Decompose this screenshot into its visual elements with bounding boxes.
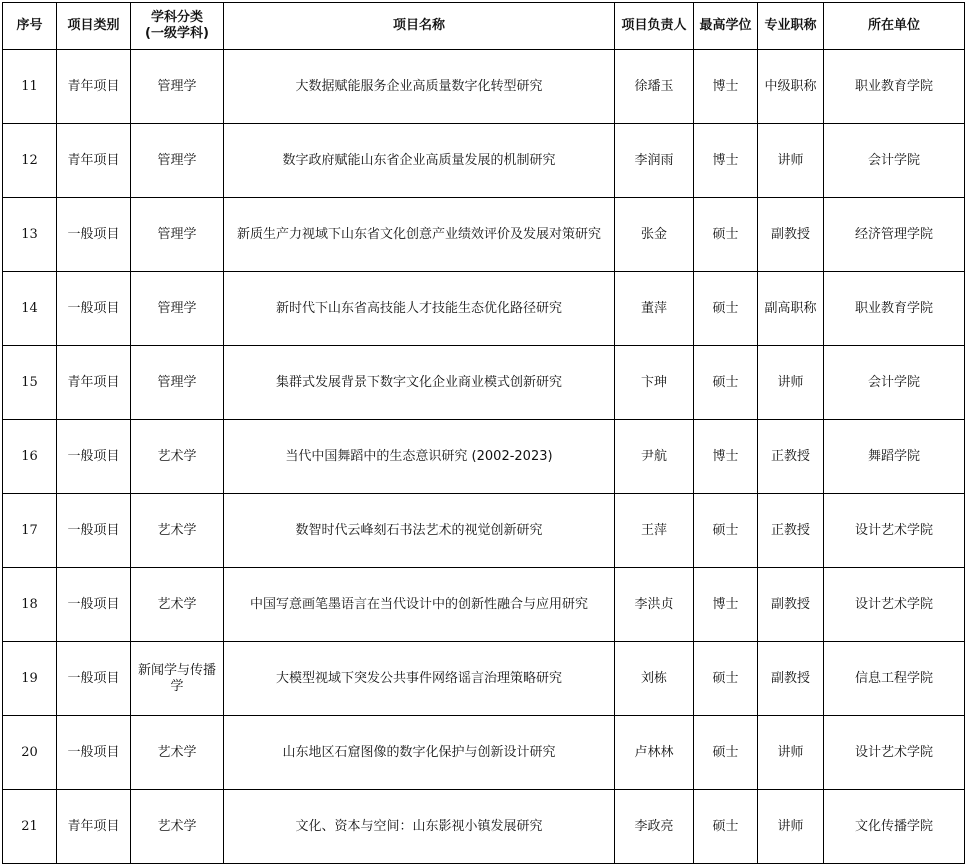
cell-title: 新时代下山东省高技能人才技能生态优化路径研究: [224, 272, 615, 346]
cell-rank: 中级职称: [758, 50, 824, 124]
cell-category: 一般项目: [57, 272, 131, 346]
cell-unit: 会计学院: [824, 346, 965, 420]
cell-category: 青年项目: [57, 124, 131, 198]
cell-title: 数字政府赋能山东省企业高质量发展的机制研究: [224, 124, 615, 198]
cell-category: 青年项目: [57, 346, 131, 420]
cell-leader: 徐璠玉: [615, 50, 694, 124]
table-row: [3, 716, 965, 790]
cell-rank: 正教授: [758, 494, 824, 568]
cell-discipline: 艺术学: [131, 568, 224, 642]
header-unit: 所在单位: [824, 3, 965, 50]
cell-unit: 信息工程学院: [824, 642, 965, 716]
header-discipline: [131, 3, 224, 50]
cell-discipline: 管理学: [131, 198, 224, 272]
cell-seq: 21: [3, 790, 57, 864]
cell-title: 大数据赋能服务企业高质量数字化转型研究: [224, 50, 615, 124]
table-row: [3, 790, 965, 864]
cell-degree: 硕士: [694, 198, 758, 272]
cell-discipline: 艺术学: [131, 420, 224, 494]
cell-leader: 卞珅: [615, 346, 694, 420]
cell-degree: 硕士: [694, 790, 758, 864]
cell-leader: 王萍: [615, 494, 694, 568]
cell-discipline: 管理学: [131, 272, 224, 346]
cell-degree: 博士: [694, 50, 758, 124]
cell-seq: 12: [3, 124, 57, 198]
cell-category: 一般项目: [57, 198, 131, 272]
cell-rank: 正教授: [758, 420, 824, 494]
cell-category: 青年项目: [57, 790, 131, 864]
table-row: [3, 272, 965, 346]
cell-unit: 职业教育学院: [824, 272, 965, 346]
cell-leader: 李润雨: [615, 124, 694, 198]
cell-unit: 设计艺术学院: [824, 494, 965, 568]
cell-category: 一般项目: [57, 494, 131, 568]
header-discipline-line2: (一级学科): [145, 26, 209, 41]
cell-category: 一般项目: [57, 716, 131, 790]
cell-category: 一般项目: [57, 642, 131, 716]
cell-title: 文化、资本与空间：山东影视小镇发展研究: [224, 790, 615, 864]
cell-seq: 16: [3, 420, 57, 494]
header-rank: 专业职称: [758, 3, 824, 50]
cell-discipline: 新闻学与传播学: [131, 642, 224, 716]
cell-discipline: 艺术学: [131, 790, 224, 864]
header-seq: 序号: [3, 3, 57, 50]
cell-seq: 17: [3, 494, 57, 568]
table-row: [3, 124, 965, 198]
cell-unit: 职业教育学院: [824, 50, 965, 124]
cell-unit: 文化传播学院: [824, 790, 965, 864]
cell-rank: 讲师: [758, 716, 824, 790]
cell-title: 山东地区石窟图像的数字化保护与创新设计研究: [224, 716, 615, 790]
cell-title: 大模型视域下突发公共事件网络谣言治理策略研究: [224, 642, 615, 716]
cell-degree: 硕士: [694, 494, 758, 568]
cell-leader: 李政亮: [615, 790, 694, 864]
cell-leader: 尹航: [615, 420, 694, 494]
table-body: [3, 50, 965, 864]
cell-leader: 刘栋: [615, 642, 694, 716]
cell-category: 青年项目: [57, 50, 131, 124]
cell-unit: 经济管理学院: [824, 198, 965, 272]
cell-degree: 硕士: [694, 272, 758, 346]
cell-leader: 李洪贞: [615, 568, 694, 642]
cell-unit: 设计艺术学院: [824, 716, 965, 790]
cell-seq: 19: [3, 642, 57, 716]
header-category: 项目类别: [57, 3, 131, 50]
table-row: [3, 494, 965, 568]
cell-rank: 讲师: [758, 790, 824, 864]
cell-degree: 硕士: [694, 716, 758, 790]
cell-title: 新质生产力视域下山东省文化创意产业绩效评价及发展对策研究: [224, 198, 615, 272]
cell-title: 集群式发展背景下数字文化企业商业模式创新研究: [224, 346, 615, 420]
cell-rank: 讲师: [758, 346, 824, 420]
table-row: [3, 642, 965, 716]
table-row: [3, 568, 965, 642]
cell-discipline: 管理学: [131, 50, 224, 124]
cell-leader: 董萍: [615, 272, 694, 346]
cell-seq: 14: [3, 272, 57, 346]
table-row: [3, 50, 965, 124]
cell-rank: 讲师: [758, 124, 824, 198]
table-row: [3, 420, 965, 494]
cell-discipline: 管理学: [131, 124, 224, 198]
cell-degree: 博士: [694, 124, 758, 198]
cell-rank: 副高职称: [758, 272, 824, 346]
header-leader: 项目负责人: [615, 3, 694, 50]
cell-seq: 20: [3, 716, 57, 790]
cell-title: 当代中国舞蹈中的生态意识研究 (2002-2023): [224, 420, 615, 494]
cell-leader: 卢林林: [615, 716, 694, 790]
cell-seq: 13: [3, 198, 57, 272]
cell-rank: 副教授: [758, 642, 824, 716]
cell-category: 一般项目: [57, 568, 131, 642]
cell-unit: 舞蹈学院: [824, 420, 965, 494]
cell-degree: 硕士: [694, 642, 758, 716]
header-row: [3, 3, 965, 50]
project-table: [2, 2, 965, 864]
header-degree: 最高学位: [694, 3, 758, 50]
cell-seq: 11: [3, 50, 57, 124]
cell-seq: 18: [3, 568, 57, 642]
table-row: [3, 198, 965, 272]
cell-degree: 博士: [694, 420, 758, 494]
cell-discipline: 管理学: [131, 346, 224, 420]
table-row: [3, 346, 965, 420]
cell-leader: 张金: [615, 198, 694, 272]
cell-degree: 硕士: [694, 346, 758, 420]
cell-degree: 博士: [694, 568, 758, 642]
cell-category: 一般项目: [57, 420, 131, 494]
cell-unit: 会计学院: [824, 124, 965, 198]
cell-seq: 15: [3, 346, 57, 420]
cell-rank: 副教授: [758, 198, 824, 272]
cell-discipline: 艺术学: [131, 494, 224, 568]
cell-rank: 副教授: [758, 568, 824, 642]
cell-discipline: 艺术学: [131, 716, 224, 790]
header-discipline-line1: 学科分类: [150, 10, 203, 25]
header-title: 项目名称: [224, 3, 615, 50]
cell-title: 中国写意画笔墨语言在当代设计中的创新性融合与应用研究: [224, 568, 615, 642]
cell-title: 数智时代云峰刻石书法艺术的视觉创新研究: [224, 494, 615, 568]
cell-unit: 设计艺术学院: [824, 568, 965, 642]
